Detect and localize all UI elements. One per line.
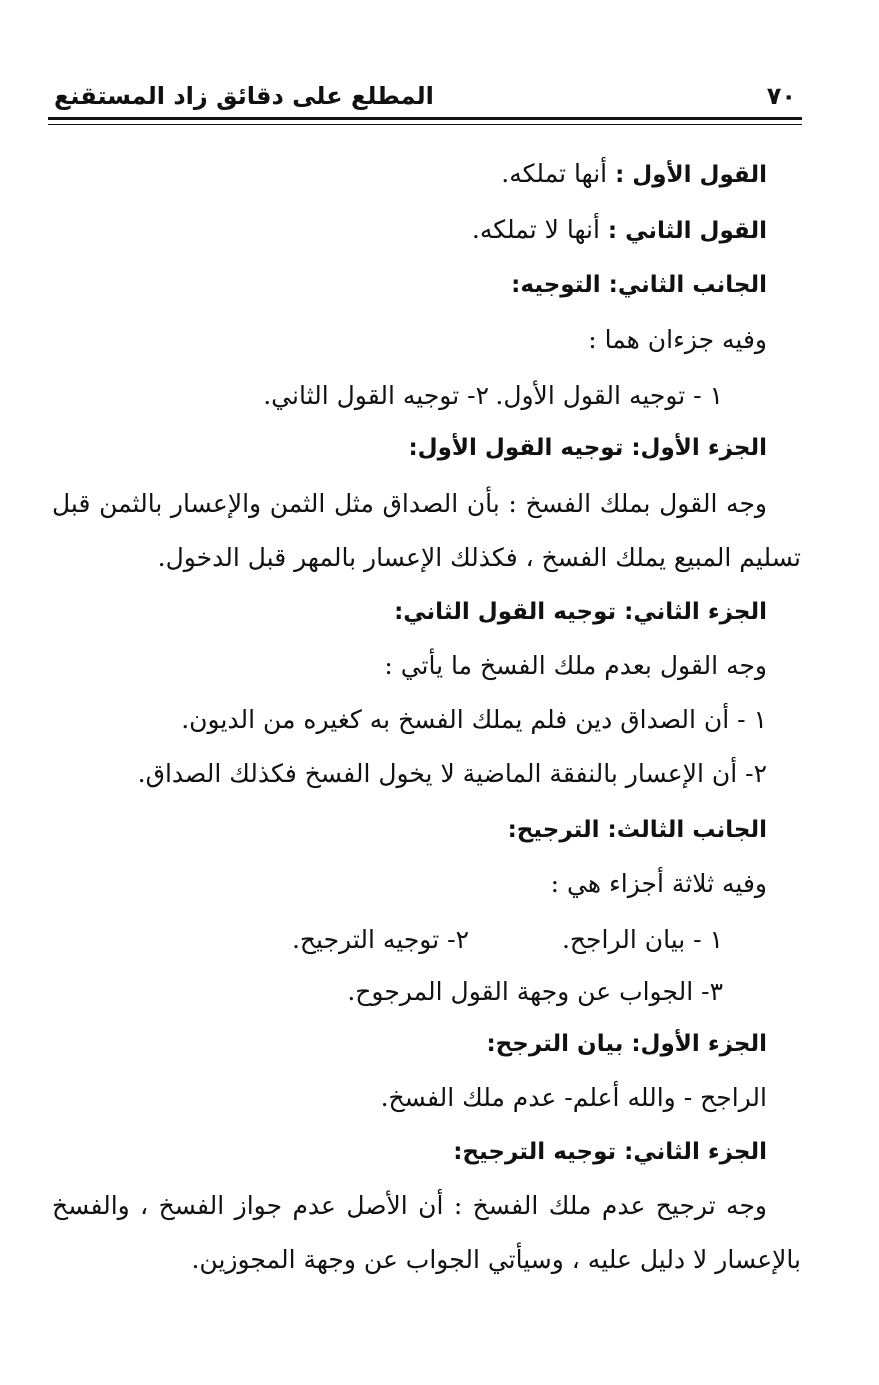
paragraph-third-justification-a: وجه ترجيح عدم ملك الفسخ : أن الأصل عدم جواز الفسخ ، والفسخ [52, 1191, 767, 1220]
running-title: المطلع على دقائق زاد المستقنع [54, 82, 434, 110]
paragraph-two-parts: وفيه جزءان هما : [588, 325, 767, 354]
heading-part-two: الجزء الثاني: توجيه القول الثاني: [394, 599, 767, 625]
paragraph-rajih: الراجح - والله أعلم- عدم ملك الفسخ. [380, 1083, 767, 1112]
page-header [48, 78, 802, 118]
first-opinion-text: أنها تملكه. [501, 159, 608, 188]
paragraph-second-justification: وجه القول بعدم ملك الفسخ ما يأتي : [384, 651, 767, 680]
heading-side-two: الجانب الثاني: التوجيه: [511, 272, 767, 298]
reason-one: ١ - أن الصداق دين فلم يملك الفسخ به كغيره من الديون. [181, 705, 767, 734]
heading-part-one: الجزء الأول: توجيه القول الأول: [408, 435, 767, 461]
list-item-three-three: ٣- الجواب عن وجهة القول المرجوح. [347, 977, 723, 1006]
first-opinion-line [501, 156, 767, 193]
list-item-one: ١ - توجيه القول الأول. [495, 381, 723, 410]
heading-tarjih-one: الجزء الأول: بيان الترجح: [486, 1031, 767, 1057]
first-opinion-label: القول الأول : [615, 162, 767, 188]
paragraph-first-justification-b: تسليم المبيع يملك الفسخ ، فكذلك الإعسار بالمهر قبل الدخول. [157, 543, 801, 572]
heading-tarjih-two: الجزء الثاني: توجيه الترجيح: [453, 1139, 767, 1165]
paragraph-third-justification-b: بالإعسار لا دليل عليه ، وسيأتي الجواب عن وجهة المجوزين. [191, 1245, 801, 1274]
header-rule-thick [48, 117, 802, 120]
second-opinion-text: أنها لا تملكه. [471, 215, 600, 244]
second-opinion-line [472, 212, 767, 249]
paragraph-first-justification-a: وجه القول بملك الفسخ : بأن الصداق مثل الثمن والإعسار بالثمن قبل [52, 489, 767, 518]
list-item-three-two: ٢- توجيه الترجيح. [291, 925, 469, 954]
second-opinion-label: القول الثاني : [607, 218, 767, 244]
heading-side-three: الجانب الثالث: الترجيح: [507, 817, 767, 843]
page-number: ٧٠ [766, 82, 796, 110]
header-rule-thin [48, 124, 802, 125]
reason-two: ٢- أن الإعسار بالنفقة الماضية لا يخول الفسخ فكذلك الصداق. [137, 759, 767, 788]
list-item-two: ٢- توجيه القول الثاني. [263, 381, 489, 410]
paragraph-three-parts: وفيه ثلاثة أجزاء هي : [550, 869, 767, 898]
list-item-three-one: ١ - بيان الراجح. [561, 925, 723, 954]
